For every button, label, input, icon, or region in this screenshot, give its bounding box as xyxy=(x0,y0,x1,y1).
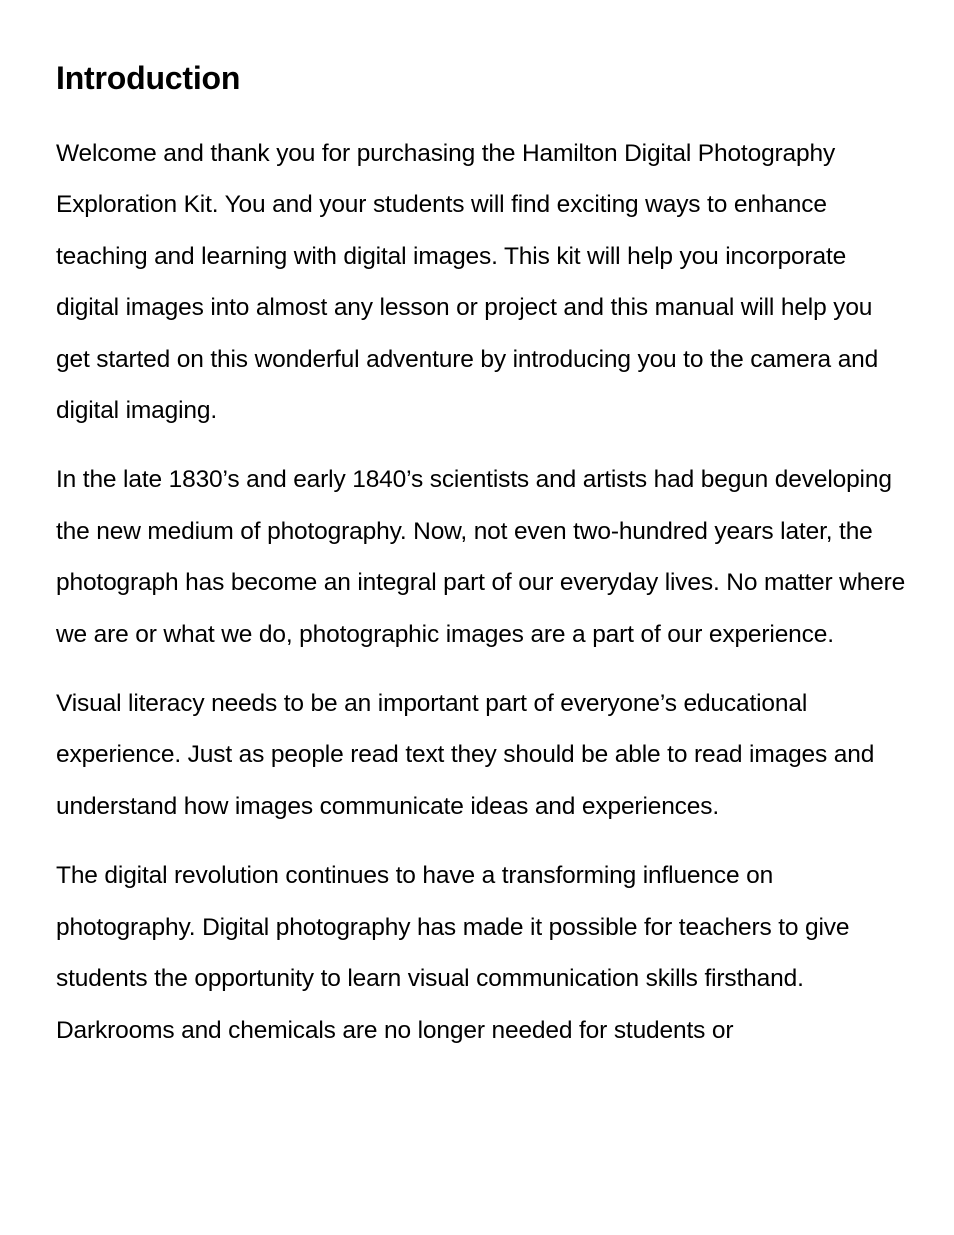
paragraph-digital-revolution: The digital revolution continues to have a transforming influence on photography. Digital photography has made it possible for teachers to give students the opportunity to learn visual communication skills firsthand. Darkrooms and chemicals are no longer needed for students or xyxy=(56,862,850,1044)
paragraph-welcome: Welcome and thank you for purchasing the Hamilton Digital Photography Exploration Kit. You and your students will find exciting ways to enhance teaching and learning with digital images. This kit will help you incorporate digital images into almost any lesson or project and this manual will help you get started on this wonderful adventure by introducing you to the camera and digital imaging. xyxy=(56,140,879,425)
paragraph-history: In the late 1830’s and early 1840’s scientists and artists had begun developing the new medium of photography. Now, not even two-hundred years later, the photograph has become an integral part of our everyday lives. No matter where we are or what we do, photographic images are a part of our experience. xyxy=(56,466,906,648)
paragraph-visual-literacy: Visual literacy needs to be an important part of everyone’s educational experience. Just as people read text they should be able to read images and understand how images communicate ideas and experiences. xyxy=(56,690,875,820)
document-page xyxy=(56,0,906,1056)
section-heading: Introduction xyxy=(56,60,241,96)
